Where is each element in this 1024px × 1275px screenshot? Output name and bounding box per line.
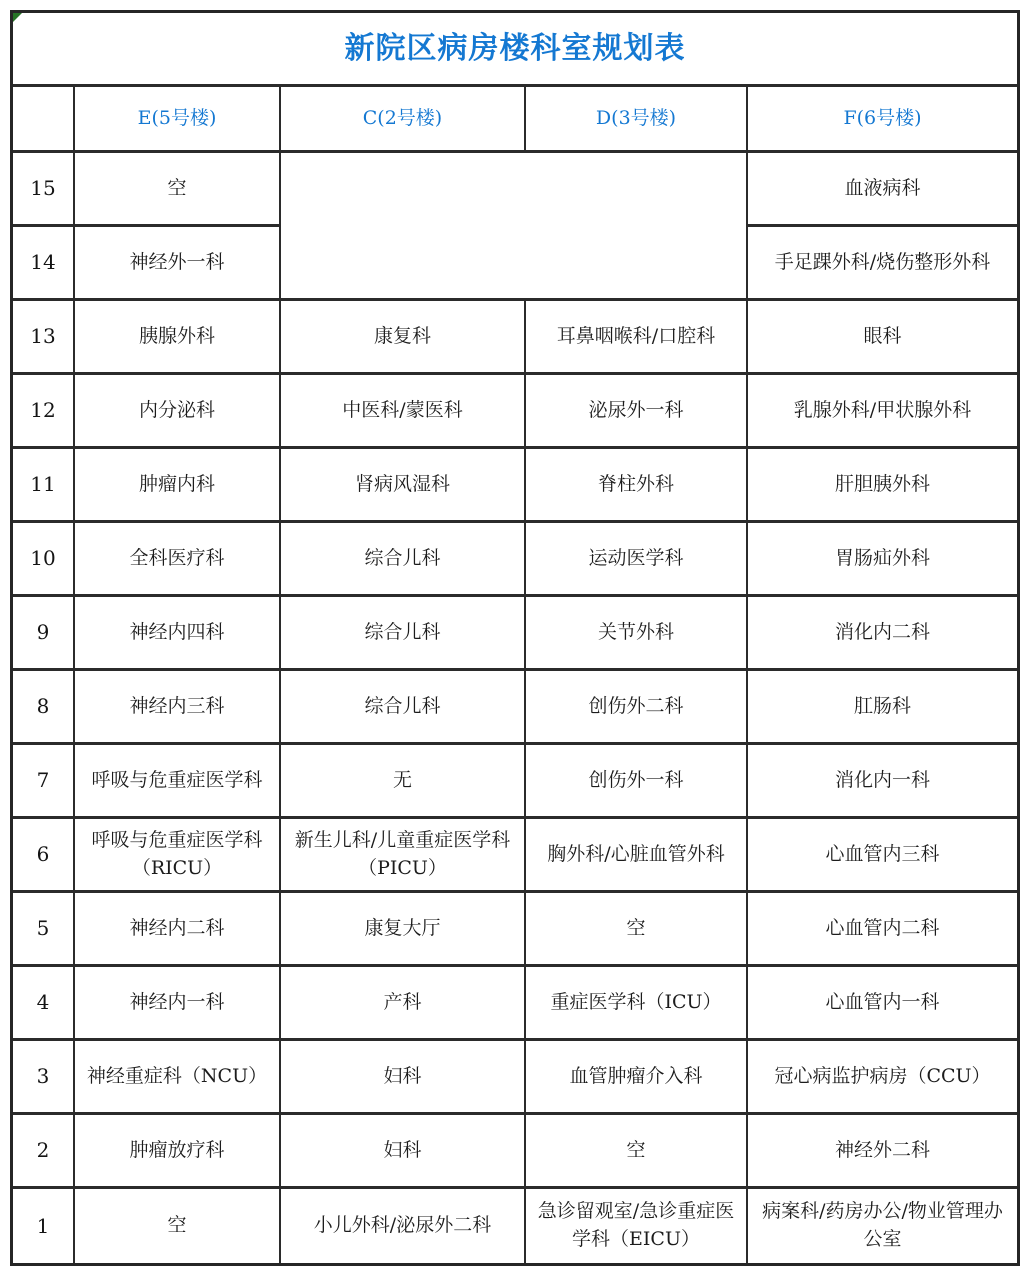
dept-cell-e7: 呼吸与危重症医学科 xyxy=(75,745,281,819)
dept-cell-f2: 神经外二科 xyxy=(748,1115,1017,1189)
dept-cell-cd-15-14-merged xyxy=(281,153,748,301)
dept-cell-c4: 产科 xyxy=(281,967,526,1041)
dept-cell-e14: 神经外一科 xyxy=(75,227,281,301)
floor-number: 14 xyxy=(13,227,75,301)
green-triangle-icon xyxy=(13,13,22,22)
dept-cell-f14: 手足踝外科/烧伤整形外科 xyxy=(748,227,1017,301)
dept-cell-f10: 胃肠疝外科 xyxy=(748,523,1017,597)
floor-number: 9 xyxy=(13,597,75,671)
dept-cell-f9: 消化内二科 xyxy=(748,597,1017,671)
dept-cell-f7: 消化内一科 xyxy=(748,745,1017,819)
dept-cell-f5: 心血管内二科 xyxy=(748,893,1017,967)
dept-cell-f4: 心血管内一科 xyxy=(748,967,1017,1041)
dept-cell-c6: 新生儿科/儿童重症医学科（PICU） xyxy=(281,819,526,893)
dept-cell-f1: 病案科/药房办公/物业管理办公室 xyxy=(762,1200,1003,1250)
dept-cell-d11: 脊柱外科 xyxy=(526,449,748,523)
floor-number: 11 xyxy=(13,449,75,523)
header-building-e: E(5号楼) xyxy=(75,87,281,153)
dept-cell-f12: 乳腺外科/甲状腺外科 xyxy=(748,375,1017,449)
floor-number: 2 xyxy=(13,1115,75,1189)
dept-cell-e8: 神经内三科 xyxy=(75,671,281,745)
floor-number: 6 xyxy=(13,819,75,893)
floor-number: 5 xyxy=(13,893,75,967)
dept-cell-e3: 神经重症科（NCU） xyxy=(75,1041,281,1115)
dept-cell-d2: 空 xyxy=(526,1115,748,1189)
dept-cell-c13: 康复科 xyxy=(281,301,526,375)
page-title: 新院区病房楼科室规划表 xyxy=(13,13,1017,87)
dept-cell-f6: 心血管内三科 xyxy=(748,819,1017,893)
floor-number: 13 xyxy=(13,301,75,375)
dept-cell-f13: 眼科 xyxy=(748,301,1017,375)
floor-number: 8 xyxy=(13,671,75,745)
dept-cell-e11: 肿瘤内科 xyxy=(75,449,281,523)
dept-cell-c9: 综合儿科 xyxy=(281,597,526,671)
dept-cell-d10: 运动医学科 xyxy=(526,523,748,597)
dept-cell-c10: 综合儿科 xyxy=(281,523,526,597)
dept-cell-c7: 无 xyxy=(281,745,526,819)
dept-cell-e15: 空 xyxy=(75,153,281,227)
floor-number: 7 xyxy=(13,745,75,819)
header-building-f: F(6号楼) xyxy=(748,87,1017,153)
dept-cell-d6: 胸外科/心脏血管外科 xyxy=(526,819,748,893)
floor-number: 10 xyxy=(13,523,75,597)
dept-cell-d7: 创伤外一科 xyxy=(526,745,748,819)
dept-cell-d9: 关节外科 xyxy=(526,597,748,671)
dept-cell-d5: 空 xyxy=(526,893,748,967)
dept-cell-f15: 血液病科 xyxy=(748,153,1017,227)
dept-cell-e2: 肿瘤放疗科 xyxy=(75,1115,281,1189)
dept-cell-c8: 综合儿科 xyxy=(281,671,526,745)
dept-cell-c11: 肾病风湿科 xyxy=(281,449,526,523)
planning-table xyxy=(10,10,1020,1266)
dept-cell-f11: 肝胆胰外科 xyxy=(748,449,1017,523)
header-building-d: D(3号楼) xyxy=(526,87,748,153)
dept-cell-d12: 泌尿外一科 xyxy=(526,375,748,449)
floor-number: 4 xyxy=(13,967,75,1041)
header-corner xyxy=(13,87,75,153)
dept-cell-c2: 妇科 xyxy=(281,1115,526,1189)
dept-cell-d8: 创伤外二科 xyxy=(526,671,748,745)
floor-number: 3 xyxy=(13,1041,75,1115)
dept-cell-e6: 呼吸与危重症医学科（RICU） xyxy=(75,819,281,893)
dept-cell-c3: 妇科 xyxy=(281,1041,526,1115)
dept-cell-f3: 冠心病监护病房（CCU） xyxy=(748,1041,1017,1115)
floor-number: 12 xyxy=(13,375,75,449)
dept-cell-d3: 血管肿瘤介入科 xyxy=(526,1041,748,1115)
dept-cell-c5: 康复大厅 xyxy=(281,893,526,967)
header-building-c: C(2号楼) xyxy=(281,87,526,153)
dept-cell-c1: 小儿外科/泌尿外二科 xyxy=(281,1189,526,1263)
dept-cell-f8: 肛肠科 xyxy=(748,671,1017,745)
dept-cell-d13: 耳鼻咽喉科/口腔科 xyxy=(526,301,748,375)
dept-cell-e13: 胰腺外科 xyxy=(75,301,281,375)
dept-cell-e4: 神经内一科 xyxy=(75,967,281,1041)
dept-cell-d4: 重症医学科（ICU） xyxy=(526,967,748,1041)
dept-cell-e12: 内分泌科 xyxy=(75,375,281,449)
planning-grid xyxy=(13,13,1017,1263)
floor-number: 15 xyxy=(13,153,75,227)
dept-cell-e10: 全科医疗科 xyxy=(75,523,281,597)
dept-cell-e1: 空 xyxy=(75,1189,281,1263)
dept-cell-c12: 中医科/蒙医科 xyxy=(281,375,526,449)
dept-cell-e9: 神经内四科 xyxy=(75,597,281,671)
dept-cell-d1: 急诊留观室/急诊重症医学科（EICU） xyxy=(526,1189,748,1263)
floor-number: 1 xyxy=(13,1189,75,1263)
dept-cell-e5: 神经内二科 xyxy=(75,893,281,967)
